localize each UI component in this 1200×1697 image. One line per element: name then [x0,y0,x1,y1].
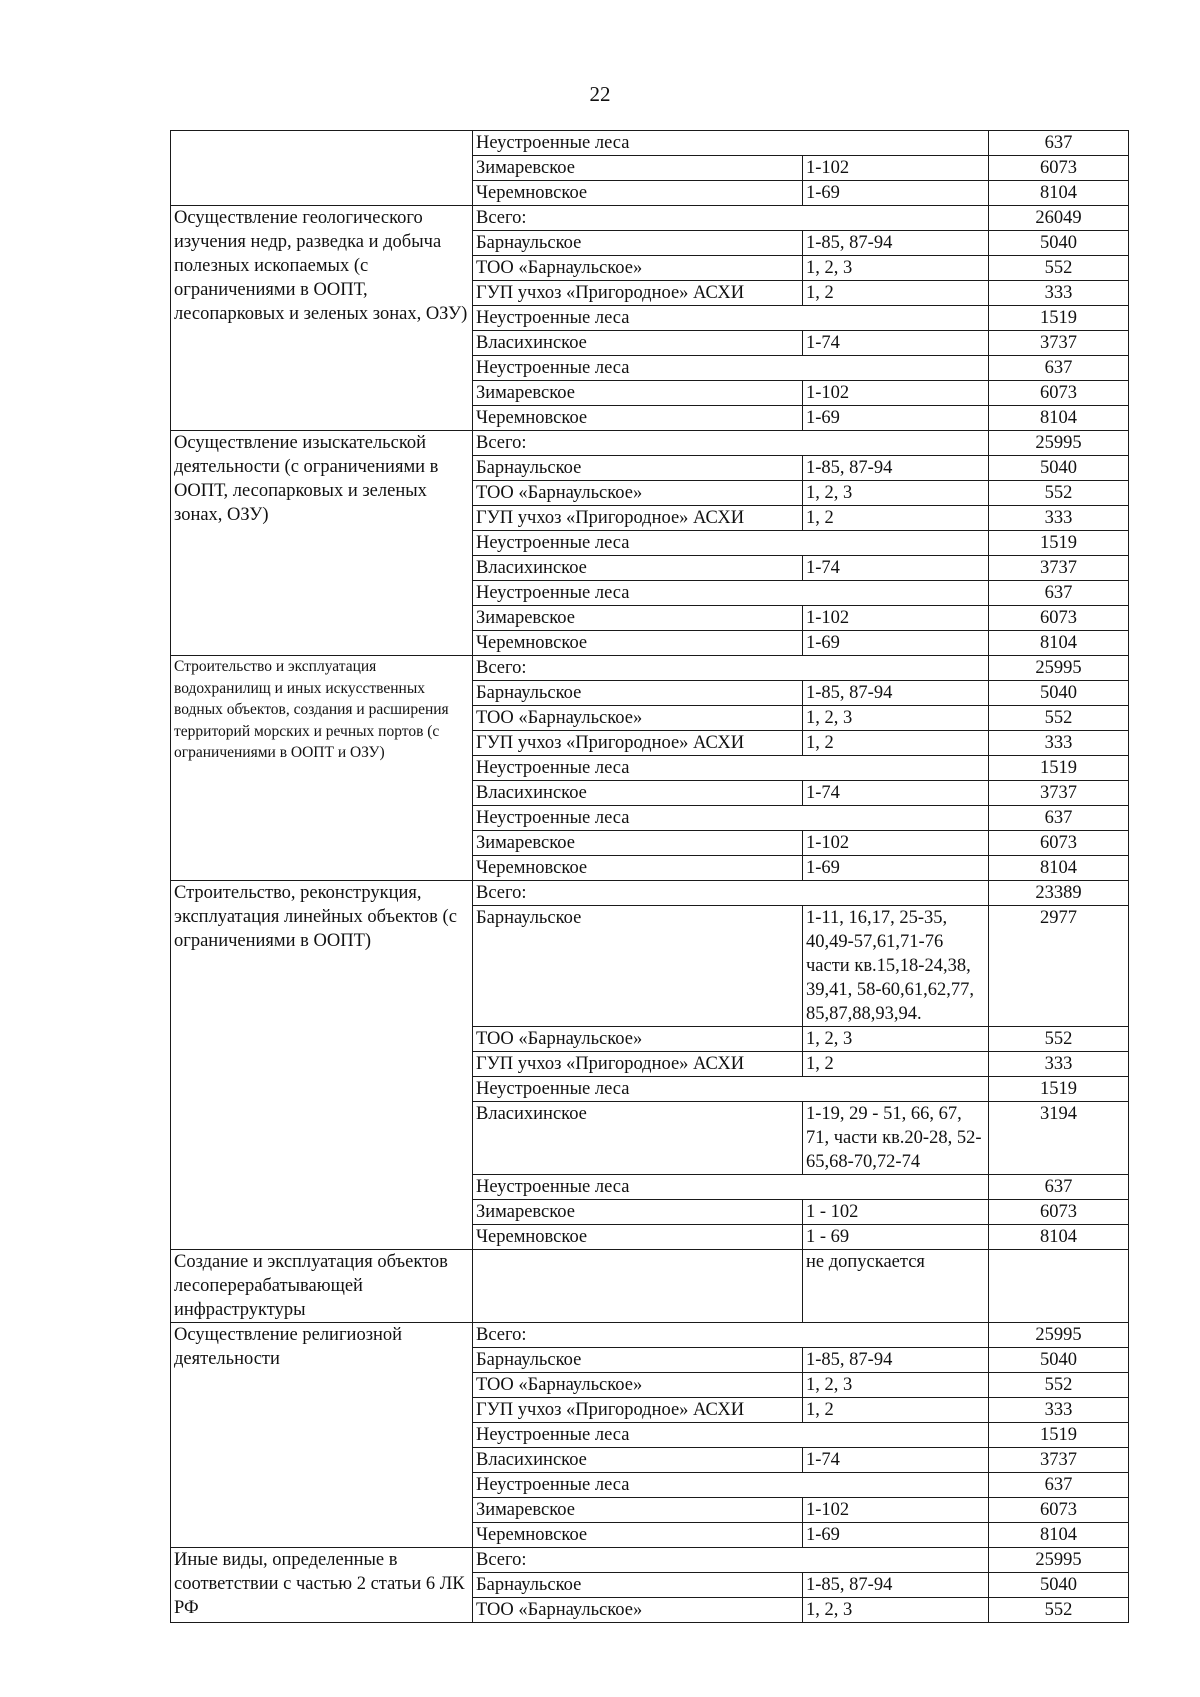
area-cell: 552 [989,706,1129,731]
activity-cell: Создание и эксплуатация объектов лесоперерабатывающей инфраструктуры [171,1250,473,1323]
forestry-name-cell: Всего: [473,1548,989,1573]
quarters-cell: 1-85, 87-94 [803,231,989,256]
area-cell: 552 [989,1598,1129,1623]
activity-cell: Строительство и эксплуатация водохранилищ и иных искусственных водных объектов, создания и расширения территорий морских и речных портов (с ограничениями в ООПТ и ОЗУ) [171,656,473,881]
area-cell: 5040 [989,1573,1129,1598]
activity-cell: Осуществление религиозной деятельности [171,1323,473,1548]
area-cell: 6073 [989,381,1129,406]
area-cell: 5040 [989,231,1129,256]
quarters-cell: 1 - 69 [803,1225,989,1250]
table-row [171,881,1129,906]
area-cell: 6073 [989,1498,1129,1523]
forestry-name-cell: Всего: [473,656,989,681]
area-cell: 1519 [989,531,1129,556]
quarters-cell: 1-19, 29 - 51, 66, 67, 71, части кв.20-28, 52-65,68-70,72-74 [803,1102,989,1175]
forestry-name-cell: ТОО «Барнаульское» [473,1027,803,1052]
quarters-cell: 1, 2, 3 [803,1027,989,1052]
table-row [171,431,1129,456]
forestry-name-cell: Неустроенные леса [473,306,989,331]
forestry-name-cell: Всего: [473,881,989,906]
forestry-name-cell: Всего: [473,431,989,456]
quarters-cell: 1, 2, 3 [803,706,989,731]
area-cell: 8104 [989,406,1129,431]
area-cell: 637 [989,806,1129,831]
area-cell: 6073 [989,156,1129,181]
forestry-name-cell: Неустроенные леса [473,1175,989,1200]
area-cell: 8104 [989,856,1129,881]
forestry-name-cell: Неустроенные леса [473,131,989,156]
area-cell: 637 [989,1473,1129,1498]
forestry-name-cell: Барнаульское [473,906,803,1027]
quarters-cell: 1-85, 87-94 [803,456,989,481]
forestry-name-cell: Черемновское [473,1225,803,1250]
area-cell: 3737 [989,331,1129,356]
activity-cell: Осуществление геологического изучения недр, разведка и добыча полезных ископаемых (с ограничениями в ООПТ, лесопарковых и зеленых зонах, ОЗУ) [171,206,473,431]
forestry-name-cell: Черемновское [473,631,803,656]
area-cell: 1519 [989,1423,1129,1448]
table-row [171,206,1129,231]
area-cell: 552 [989,256,1129,281]
forestry-name-cell: ТОО «Барнаульское» [473,1598,803,1623]
forestry-name-cell: Власихинское [473,781,803,806]
area-cell: 333 [989,281,1129,306]
forestry-name-cell: Всего: [473,206,989,231]
forestry-name-cell: Неустроенные леса [473,806,989,831]
quarters-cell: 1, 2 [803,1398,989,1423]
table-row [171,1323,1129,1348]
forestry-name-cell: Власихинское [473,331,803,356]
quarters-cell: 1-74 [803,331,989,356]
area-cell: 333 [989,1052,1129,1077]
quarters-cell: 1-69 [803,856,989,881]
area-cell: 552 [989,1373,1129,1398]
forestry-name-cell [473,1250,803,1323]
quarters-cell: 1-69 [803,406,989,431]
quarters-cell: 1-74 [803,1448,989,1473]
area-cell: 25995 [989,431,1129,456]
forestry-name-cell: Барнаульское [473,231,803,256]
area-cell: 6073 [989,606,1129,631]
area-cell: 333 [989,506,1129,531]
forestry-name-cell: ГУП учхоз «Пригородное» АСХИ [473,506,803,531]
area-cell: 552 [989,1027,1129,1052]
forestry-name-cell: ТОО «Барнаульское» [473,706,803,731]
table-body [171,131,1129,1623]
area-cell [989,1250,1129,1323]
quarters-cell: 1-102 [803,606,989,631]
area-cell: 3737 [989,1448,1129,1473]
area-cell: 1519 [989,1077,1129,1102]
quarters-cell: 1-102 [803,831,989,856]
area-cell: 3737 [989,781,1129,806]
forestry-name-cell: Черемновское [473,856,803,881]
quarters-cell: 1-85, 87-94 [803,681,989,706]
forestry-name-cell: Неустроенные леса [473,1423,989,1448]
forestry-name-cell: Барнаульское [473,1348,803,1373]
area-cell: 1519 [989,306,1129,331]
quarters-cell: 1-69 [803,631,989,656]
area-cell: 26049 [989,206,1129,231]
forestry-name-cell: Зимаревское [473,156,803,181]
activity-cell: Осуществление изыскательской деятельности (с ограничениями в ООПТ, лесопарковых и зеленых зонах, ОЗУ) [171,431,473,656]
quarters-cell: 1-85, 87-94 [803,1573,989,1598]
area-cell: 637 [989,1175,1129,1200]
quarters-cell: 1, 2 [803,1052,989,1077]
forestry-name-cell: Зимаревское [473,1498,803,1523]
forestry-name-cell: ТОО «Барнаульское» [473,1373,803,1398]
forestry-name-cell: ГУП учхоз «Пригородное» АСХИ [473,1398,803,1423]
quarters-cell: 1, 2, 3 [803,481,989,506]
quarters-cell: 1, 2 [803,731,989,756]
page-number: 22 [589,82,611,106]
forestry-name-cell: Барнаульское [473,456,803,481]
forestry-name-cell: Власихинское [473,1102,803,1175]
area-cell: 333 [989,731,1129,756]
forestry-name-cell: Неустроенные леса [473,581,989,606]
area-cell: 552 [989,481,1129,506]
forestry-name-cell: ТОО «Барнаульское» [473,256,803,281]
forestry-name-cell: ГУП учхоз «Пригородное» АСХИ [473,1052,803,1077]
quarters-cell: 1-69 [803,181,989,206]
forestry-name-cell: Черемновское [473,1523,803,1548]
forestry-name-cell: Зимаревское [473,606,803,631]
forestry-name-cell: Барнаульское [473,1573,803,1598]
quarters-cell: 1-74 [803,781,989,806]
area-cell: 2977 [989,906,1129,1027]
quarters-cell: 1 - 102 [803,1200,989,1225]
area-cell: 8104 [989,631,1129,656]
activity-cell: Иные виды, определенные в соответствии с частью 2 статьи 6 ЛК РФ [171,1548,473,1623]
area-cell: 5040 [989,456,1129,481]
quarters-cell: 1-85, 87-94 [803,1348,989,1373]
area-cell: 1519 [989,756,1129,781]
table-row [171,1548,1129,1573]
area-cell: 637 [989,131,1129,156]
area-cell: 8104 [989,1225,1129,1250]
forestry-name-cell: Зимаревское [473,1200,803,1225]
activity-cell: Строительство, реконструкция, эксплуатация линейных объектов (с ограничениями в ООПТ) [171,881,473,1250]
table-row [171,1250,1129,1323]
quarters-cell: 1, 2, 3 [803,1598,989,1623]
forestry-name-cell: Неустроенные леса [473,756,989,781]
quarters-cell: не допускается [803,1250,989,1323]
area-cell: 23389 [989,881,1129,906]
quarters-cell: 1, 2, 3 [803,1373,989,1398]
area-cell: 333 [989,1398,1129,1423]
forestry-name-cell: Зимаревское [473,831,803,856]
area-cell: 637 [989,581,1129,606]
forestry-name-cell: Барнаульское [473,681,803,706]
area-cell: 3737 [989,556,1129,581]
forestry-name-cell: Неустроенные леса [473,356,989,381]
quarters-cell: 1, 2 [803,281,989,306]
area-cell: 6073 [989,831,1129,856]
area-cell: 25995 [989,1323,1129,1348]
area-cell: 3194 [989,1102,1129,1175]
forestry-name-cell: Власихинское [473,556,803,581]
forestry-name-cell: Неустроенные леса [473,1077,989,1102]
area-cell: 25995 [989,656,1129,681]
table-row [171,131,1129,156]
area-cell: 8104 [989,181,1129,206]
forestry-name-cell: ГУП учхоз «Пригородное» АСХИ [473,281,803,306]
forestry-name-cell: Всего: [473,1323,989,1348]
area-cell: 5040 [989,681,1129,706]
forestry-name-cell: Черемновское [473,406,803,431]
forestry-name-cell: Зимаревское [473,381,803,406]
area-cell: 25995 [989,1548,1129,1573]
quarters-cell: 1-102 [803,156,989,181]
table-row [171,656,1129,681]
area-cell: 5040 [989,1348,1129,1373]
forestry-name-cell: ТОО «Барнаульское» [473,481,803,506]
forestry-name-cell: Черемновское [473,181,803,206]
quarters-cell: 1-102 [803,381,989,406]
forestry-name-cell: Неустроенные леса [473,1473,989,1498]
area-cell: 637 [989,356,1129,381]
quarters-cell: 1-102 [803,1498,989,1523]
activity-cell [171,131,473,206]
area-cell: 6073 [989,1200,1129,1225]
quarters-cell: 1-69 [803,1523,989,1548]
forestry-name-cell: ГУП учхоз «Пригородное» АСХИ [473,731,803,756]
forestry-table [170,130,1129,1623]
quarters-cell: 1, 2, 3 [803,256,989,281]
forestry-name-cell: Власихинское [473,1448,803,1473]
quarters-cell: 1, 2 [803,506,989,531]
quarters-cell: 1-11, 16,17, 25-35, 40,49-57,61,71-76 части кв.15,18-24,38, 39,41, 58-60,61,62,77, 85,87,88,93,94. [803,906,989,1027]
area-cell: 8104 [989,1523,1129,1548]
forestry-name-cell: Неустроенные леса [473,531,989,556]
quarters-cell: 1-74 [803,556,989,581]
